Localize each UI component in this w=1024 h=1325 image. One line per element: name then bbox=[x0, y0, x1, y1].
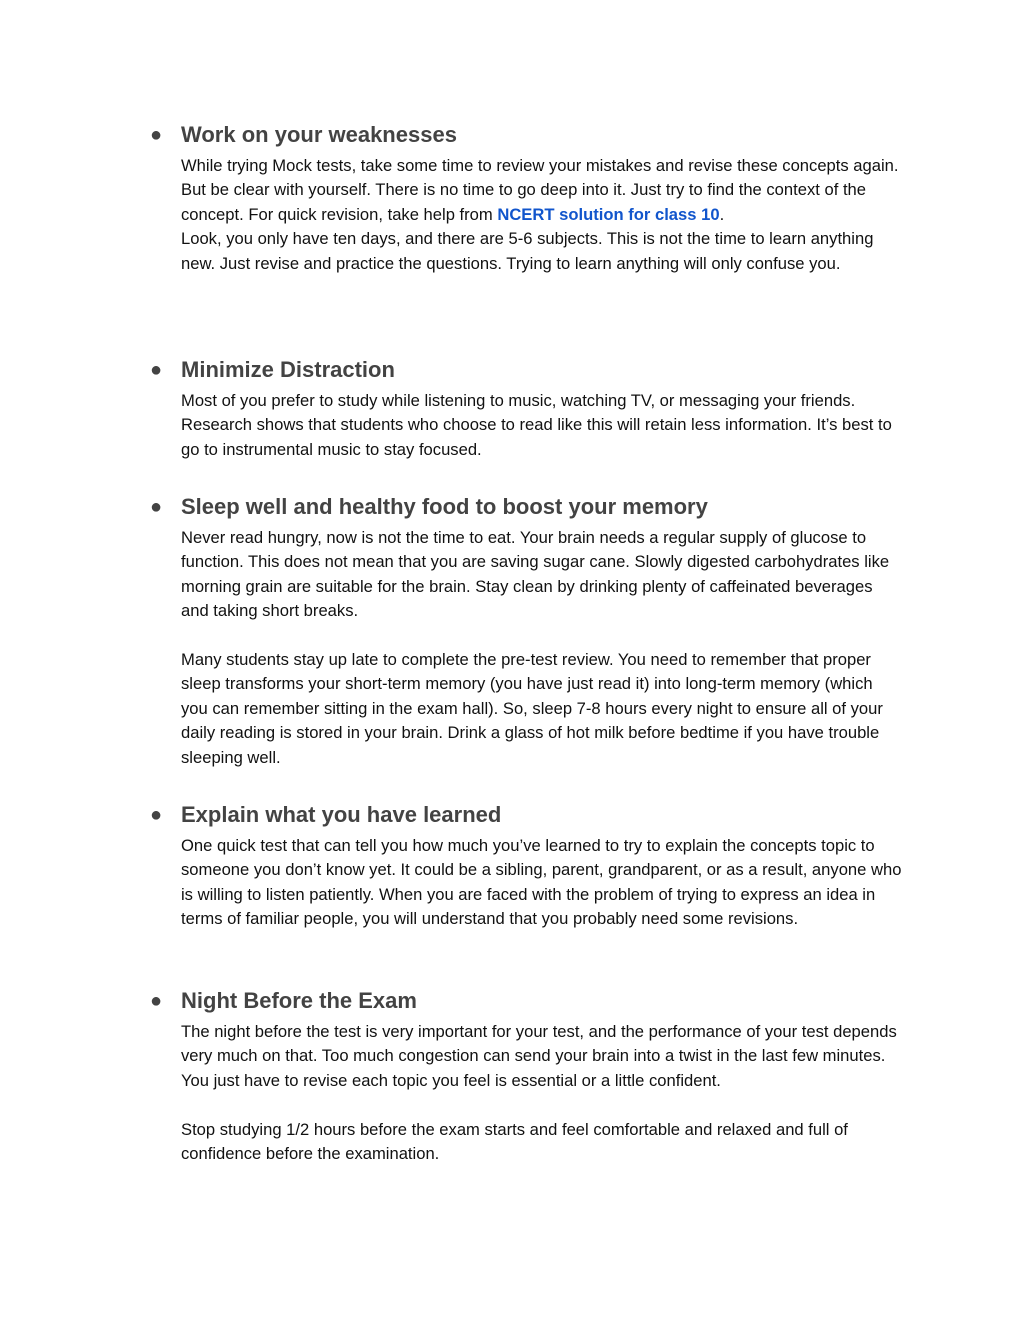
paragraph-text: While trying Mock tests, take some time to review your mistakes and revise these concepts again. But be clear with yourself. There is no time to go deep into it. Just try to find the context of the concept. For quick revision, take help from bbox=[181, 156, 899, 224]
section-minimize-distraction bbox=[150, 355, 910, 462]
paragraph: Never read hungry, now is not the time to eat. Your brain needs a regular supply of glucose to function. This does not mean that you are saving sugar cane. Slowly digested carbohydrates like morning grain are suitable for the brain. Stay clean by drinking plenty of caffeinated beverages and taking short breaks. bbox=[181, 528, 890, 621]
section-body bbox=[181, 389, 903, 462]
section-heading: Minimize Distraction bbox=[181, 357, 395, 382]
bullet-icon: ● bbox=[150, 124, 163, 146]
section-heading: Explain what you have learned bbox=[181, 802, 502, 827]
section-body bbox=[181, 1020, 903, 1166]
paragraph: Most of you prefer to study while listening to music, watching TV, or messaging your friends. Research shows that students who choose to read like this will retain less information. It’s best to go to instrumental music to stay focused. bbox=[181, 391, 892, 459]
bullet-icon: ● bbox=[150, 359, 163, 381]
section-heading: Work on your weaknesses bbox=[181, 122, 457, 147]
section-body bbox=[181, 834, 903, 932]
section-heading-row bbox=[150, 800, 910, 830]
paragraph: Many students stay up late to complete the pre-test review. You need to remember that proper sleep transforms your short-term memory (you have just read it) into long-term memory (which you can remember sitting in the exam hall). So, sleep 7-8 hours every night to ensure all of your daily reading is stored in your brain. Drink a glass of hot milk before bedtime if you have trouble sleeping well. bbox=[181, 650, 883, 767]
section-heading-row bbox=[150, 986, 910, 1016]
paragraph: Look, you only have ten days, and there are 5-6 subjects. This is not the time to learn anything new. Just revise and practice the questions. Trying to learn anything will only confuse you. bbox=[181, 229, 874, 273]
bullet-icon: ● bbox=[150, 496, 163, 518]
section-body bbox=[181, 526, 903, 770]
paragraph: The night before the test is very important for your test, and the performance of your test depends very much on that. Too much congestion can send your brain into a twist in the last few minutes. You just have to revise each topic you feel is essential or a little confident. bbox=[181, 1022, 897, 1090]
bullet-icon: ● bbox=[150, 804, 163, 826]
section-heading: Night Before the Exam bbox=[181, 988, 417, 1013]
section-body bbox=[181, 154, 903, 276]
section-work-on-weaknesses bbox=[150, 120, 910, 276]
section-heading-row bbox=[150, 492, 910, 522]
section-heading: Sleep well and healthy food to boost your memory bbox=[181, 494, 708, 519]
section-night-before-exam bbox=[150, 986, 910, 1166]
section-heading-row bbox=[150, 355, 910, 385]
section-sleep-and-food bbox=[150, 492, 910, 770]
paragraph: Stop studying 1/2 hours before the exam starts and feel comfortable and relaxed and full of confidence before the examination. bbox=[181, 1119, 848, 1164]
section-heading-row bbox=[150, 120, 910, 150]
section-explain-learned bbox=[150, 800, 910, 932]
ncert-solution-link[interactable]: NCERT solution for class 10 bbox=[497, 204, 720, 224]
paragraph-text-end: . bbox=[719, 204, 725, 224]
bullet-icon: ● bbox=[150, 990, 163, 1012]
paragraph: One quick test that can tell you how much you’ve learned to try to explain the concepts topic to someone you don’t know yet. It could be a sibling, parent, grandparent, or as a result, anyone who is willing to listen patiently. When you are faced with the problem of trying to express an idea in terms of familiar people, you will understand that you probably need some revisions. bbox=[181, 836, 902, 929]
paragraph bbox=[181, 154, 903, 227]
